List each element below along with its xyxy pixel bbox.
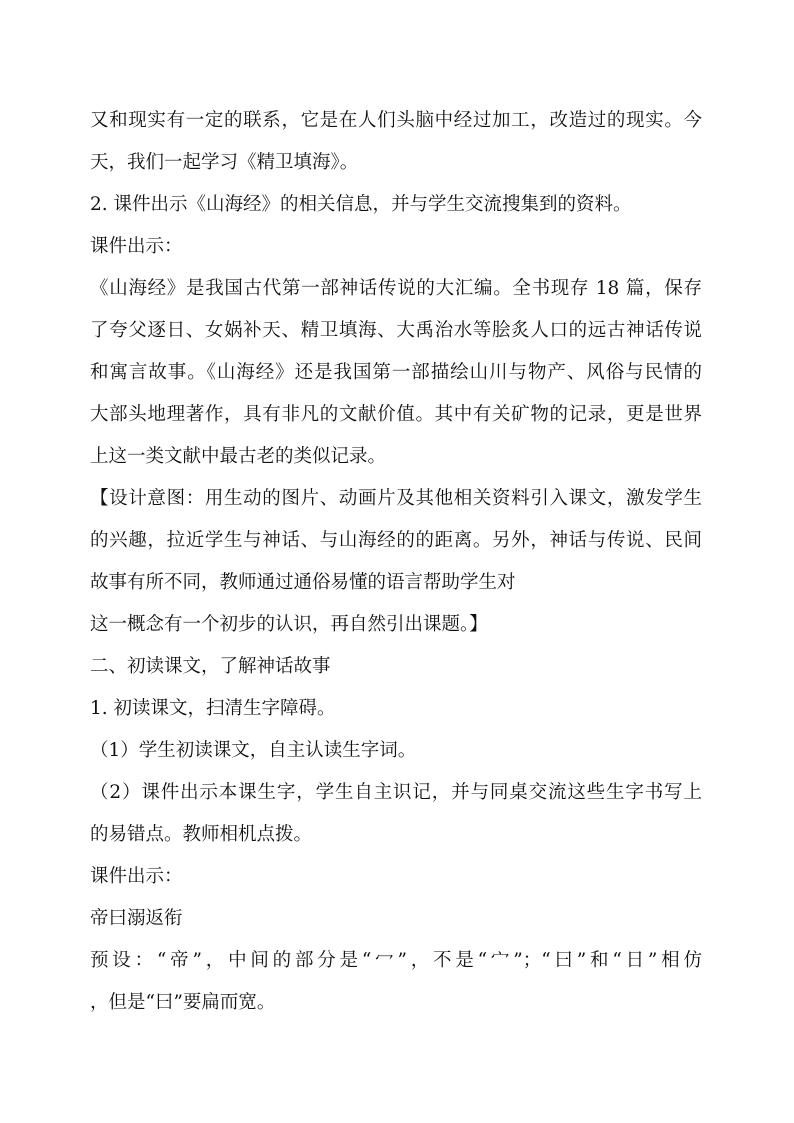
text-line-12: 故事有所不同，教师通过通俗易懂的语言帮助学生对 xyxy=(90,572,516,593)
section-heading: 二、初读课文，了解神话故事 xyxy=(90,656,331,677)
text-line-2: 天，我们一起学习《精卫填海》。 xyxy=(90,152,359,173)
text-line-13: 这一概念有一个初步的认识，再自然引出课题。】 xyxy=(90,614,488,635)
document-body xyxy=(90,101,702,1023)
text-line-10: 【设计意图：用生动的图片、动画片及其他相关资料引入课文，激发学生 xyxy=(90,488,702,509)
text-line-20: 帝曰溺返衔 xyxy=(90,908,183,929)
text-line-15: 1. 初读课文，扫清生字障碍。 xyxy=(90,698,336,719)
text-line-18: 的易错点。教师相机点拨。 xyxy=(90,824,313,845)
text-line-16: （1）学生初读课文，自主认读生字词。 xyxy=(90,740,417,761)
text-line-6: 了夸父逐日、女娲补天、精卫填海、大禹治水等脍炙人口的远古神话传说 xyxy=(90,320,702,341)
text-line-22: ，但是“曰”要扁而宽。 xyxy=(90,992,276,1013)
text-line-1: 又和现实有一定的联系，它是在人们头脑中经过加工，改造过的现实。今 xyxy=(90,110,702,131)
text-line-21: 预设：“帝”，中间的部分是“冖”，不是“宀”；“曰”和“日”相仿 xyxy=(90,950,702,971)
text-line-9: 上这一类文献中最古老的类似记录。 xyxy=(90,446,387,467)
text-line-19: 课件出示： xyxy=(90,866,183,887)
text-line-7: 和寓言故事。《山海经》还是我国第一部描绘山川与物产、风俗与民情的 xyxy=(90,362,702,383)
text-line-4: 课件出示： xyxy=(90,236,183,257)
text-line-8: 大部头地理著作，具有非凡的文献价值。其中有关矿物的记录，更是世界 xyxy=(90,404,702,425)
text-line-17: （2）课件出示本课生字，学生自主识记，并与同桌交流这些生字书写上 xyxy=(90,782,702,803)
text-line-5: 《山海经》是我国古代第一部神话传说的大汇编。全书现存 18 篇，保存 xyxy=(90,278,702,299)
text-line-3: 2. 课件出示《山海经》的相关信息，并与学生交流搜集到的资料。 xyxy=(90,194,632,215)
text-line-11: 的兴趣，拉近学生与神话、与山海经的的距离。另外，神话与传说、民间 xyxy=(90,530,702,551)
